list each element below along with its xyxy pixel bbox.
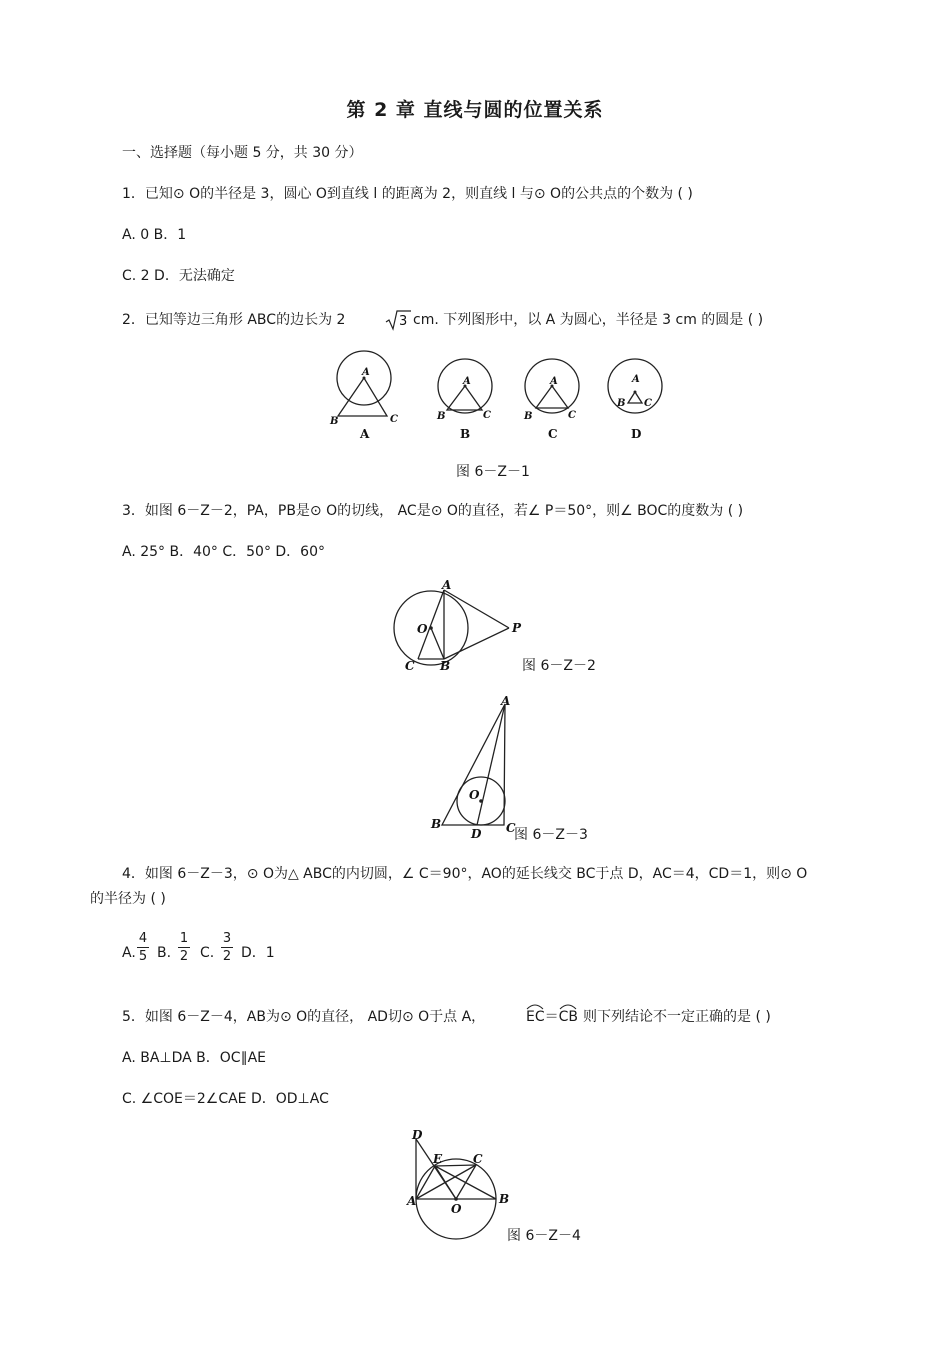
fraction-numerator: 1 [179,931,189,946]
q2-stem-part2: cm. 下列图形中，以 A 为圆心，半径是 3 cm 的圆是 ( ) [413,312,764,328]
section-heading: 一、选择题（每小题 5 分，共 30 分） [122,145,363,161]
svg-text:O: O [417,622,428,636]
q4-option-d: D．1 [241,945,275,961]
option-c-diagram [523,359,579,422]
q4-option-c-label: C. [200,945,215,961]
figure-6-z-2-caption: 图 6－Z－2 [522,658,596,674]
fig1-label-b: B [460,427,471,441]
fig1-label-d: D [631,427,642,441]
fraction-denominator: 2 [179,949,189,964]
option-b-diagram [436,359,492,422]
fraction-numerator: 4 [138,931,148,946]
fig1-label-c: C [548,427,558,441]
figure-6-z-2 [385,580,525,675]
figure-6-z-1-caption: 图 6－Z－1 [456,464,530,480]
q5-stem-part2: 则下列结论不一定正确的是 ( ) [583,1009,771,1025]
svg-text:C: C [405,659,415,673]
svg-text:D: D [412,1128,423,1142]
q4-option-a-label: A. [122,945,136,961]
page-title: 第 2 章 直线与圆的位置关系 [346,99,604,121]
svg-text:B: B [499,1192,510,1206]
option-a-diagram [329,351,398,427]
svg-text:O: O [469,788,480,802]
equals-sign: ＝ [544,1009,559,1025]
q5-options-ab: A. BA⊥DA B．OC∥AE [122,1050,266,1066]
figure-6-z-3 [425,692,525,842]
svg-text:A: A [550,376,558,387]
svg-text:D: D [471,827,482,841]
q4-option-b-fraction [178,931,190,964]
fraction-denominator: 2 [222,949,232,964]
figure-6-z-1 [325,348,670,448]
svg-text:O: O [451,1202,462,1216]
arc-ec-label: EC [526,1009,545,1025]
q4-option-b-label: B. [157,945,172,961]
svg-text:B: B [330,416,339,427]
q5-options-cd: C. ∠COE＝2∠CAE D．OD⊥AC [122,1091,329,1107]
svg-text:C: C [390,414,398,425]
svg-text:B: B [617,398,626,409]
fraction-denominator: 5 [138,949,148,964]
svg-text:C: C [473,1152,483,1166]
svg-text:B: B [437,411,446,422]
q3-stem: 3．如图 6－Z－2，PA，PB是⊙ O的切线， AC是⊙ O的直径，若∠ P＝50°，则∠ BOC的度数为 ( ) [122,503,744,519]
sqrt-symbol [385,308,411,332]
q1-options-ab: A. 0 B．1 [122,227,187,243]
svg-text:A: A [632,374,640,385]
fraction-numerator: 3 [222,931,232,946]
svg-text:C: C [506,821,516,835]
arc-cb [559,1008,578,1026]
figure-6-z-4 [405,1125,515,1245]
svg-text:B: B [440,659,451,673]
q4-option-a-fraction [137,931,149,964]
arc-mark-icon [526,1003,544,1010]
svg-text:C: C [568,410,576,421]
sqrt-radicand: 3 [399,314,408,329]
svg-text:C: C [483,410,491,421]
svg-text:A: A [407,1194,417,1208]
svg-text:P: P [512,621,522,635]
q1-options-cd: C. 2 D．无法确定 [122,268,235,284]
q4-stem-line2: 的半径为 ( ) [90,891,166,907]
svg-text:A: A [463,376,471,387]
q5-arc-ec [526,1008,578,1026]
figure-6-z-4-caption: 图 6－Z－4 [507,1228,581,1244]
q3-options: A. 25° B．40° C．50° D．60° [122,544,325,560]
arc-cb-label: CB [558,1009,579,1025]
svg-text:E: E [433,1152,443,1166]
q4-stem-line1: 4．如图 6－Z－3，⊙ O为△ ABC的内切圆，∠ C＝90°，AO的延长线交 BC于点 D，AC＝4，CD＝1，则⊙ O [122,866,808,882]
svg-text:A: A [362,367,370,378]
q5-stem-part1: 5．如图 6－Z－4，AB为⊙ O的直径， AD切⊙ O于点 A， [122,1009,486,1025]
figure-6-z-3-caption: 图 6－Z－3 [514,827,588,843]
svg-text:A: A [442,580,452,592]
q1-stem: 1．已知⊙ O的半径是 3，圆心 O到直线 l 的距离为 2，则直线 l 与⊙ O的公共点的个数为 ( ) [122,186,693,202]
arc-mark-icon [559,1003,577,1010]
q4-option-c-fraction [221,931,233,964]
svg-text:C: C [644,398,652,409]
svg-text:B: B [524,411,533,422]
option-d-diagram [608,359,662,413]
svg-text:B: B [431,817,442,831]
arc-ec [526,1008,545,1026]
fig1-label-a: A [360,427,370,441]
svg-text:A: A [501,694,511,708]
q2-stem-part1: 2．已知等边三角形 ABC的边长为 2 [122,312,346,328]
